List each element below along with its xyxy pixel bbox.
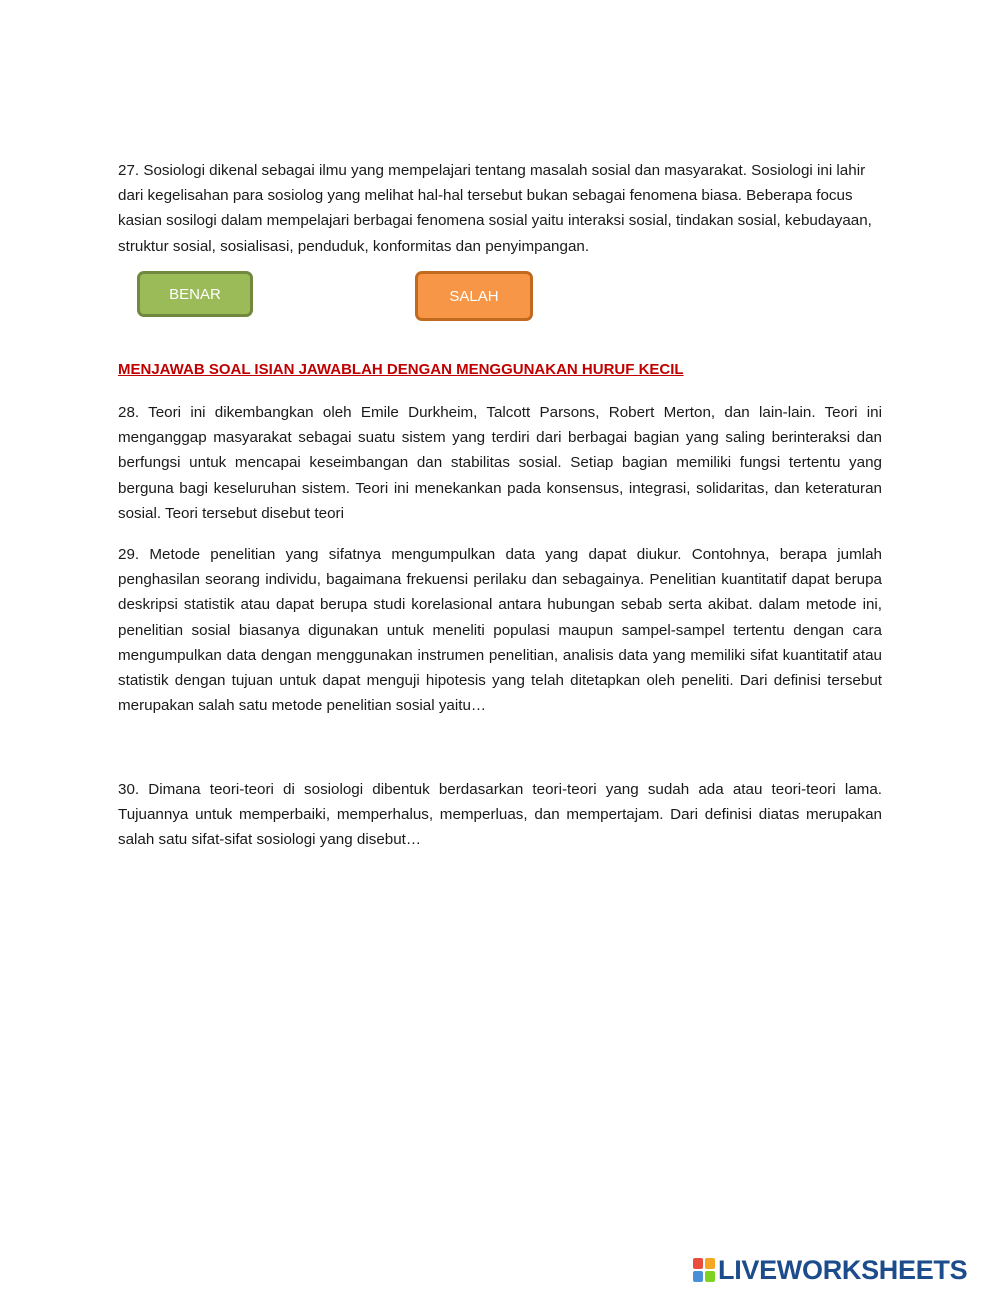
answer-salah-button[interactable]: SALAH	[415, 271, 533, 321]
liveworksheets-logo-icon	[693, 1258, 715, 1282]
question-30-text: 30. Dimana teori-teori di sosiologi dibentuk berdasarkan teori-teori yang sudah ada atau teori-teori lama. Tujuannya untuk memperbaiki, memperhalus, memperluas, dan mempertajam. Dari definisi diatas merupakan salah satu sifat-sifat sosiologi yang disebut…	[118, 781, 882, 849]
question-28-text: 28. Teori ini dikembangkan oleh Emile Durkheim, Talcott Parsons, Robert Merton, dan lain-lain. Teori ini menganggap masyarakat sebagai suatu sistem yang terdiri dari berbagai bagian yang saling berinteraksi dan berfungsi untuk mencapai keseimbangan dan stabilitas sosial. Setiap bagian memiliki fungsi tertentu yang berguna bagi keseluruhan sistem. Teori ini menekankan pada konsensus, integrasi, solidaritas, dan keteraturan sosial. Teori tersebut disebut teori	[118, 404, 882, 522]
answer-benar-button[interactable]: BENAR	[137, 271, 253, 317]
liveworksheets-logo	[693, 1254, 967, 1286]
question-27-text: 27. Sosiologi dikenal sebagai ilmu yang mempelajari tentang masalah sosial dan masyarakat. Sosiologi ini lahir dari kegelisahan para sosiolog yang melihat hal-hal tersebut bukan sebagai fenomena biasa. Beberapa focus kasian sosilogi dalam mempelajari berbagai fenomena sosial yaitu interaksi sosial, tindakan sosial, kebudayaan, struktur sosial, sosialisasi, penduduk, konformitas dan penyimpangan.	[118, 162, 872, 255]
question-29-text: 29. Metode penelitian yang sifatnya mengumpulkan data yang dapat diukur. Contohnya, berapa jumlah penghasilan seorang individu, bagaimana frekuensi perilaku dan sebagainya. Penelitian kuantitatif dapat berupa deskripsi statistik atau dapat berupa studi korelasional antara hubungan sebab serta akibat. dalam metode ini, penelitian sosial biasanya digunakan untuk meneliti populasi maupun sampel-sampel tertentu dengan cara mengumpulkan data dengan menggunakan instrumen penelitian, analisis data yang memiliki sifat kuantitatif atau statistik dengan tujuan untuk dapat menguji hipotesis yang telah ditetapkan oleh peneliti. Dari definisi tersebut merupakan salah satu metode penelitian sosial yaitu…	[118, 546, 882, 715]
section-heading: MENJAWAB SOAL ISIAN JAWABLAH DENGAN MENGGUNAKAN HURUF KECIL	[118, 361, 684, 378]
logo-text: LIVEWORKSHEETS	[718, 1254, 968, 1285]
